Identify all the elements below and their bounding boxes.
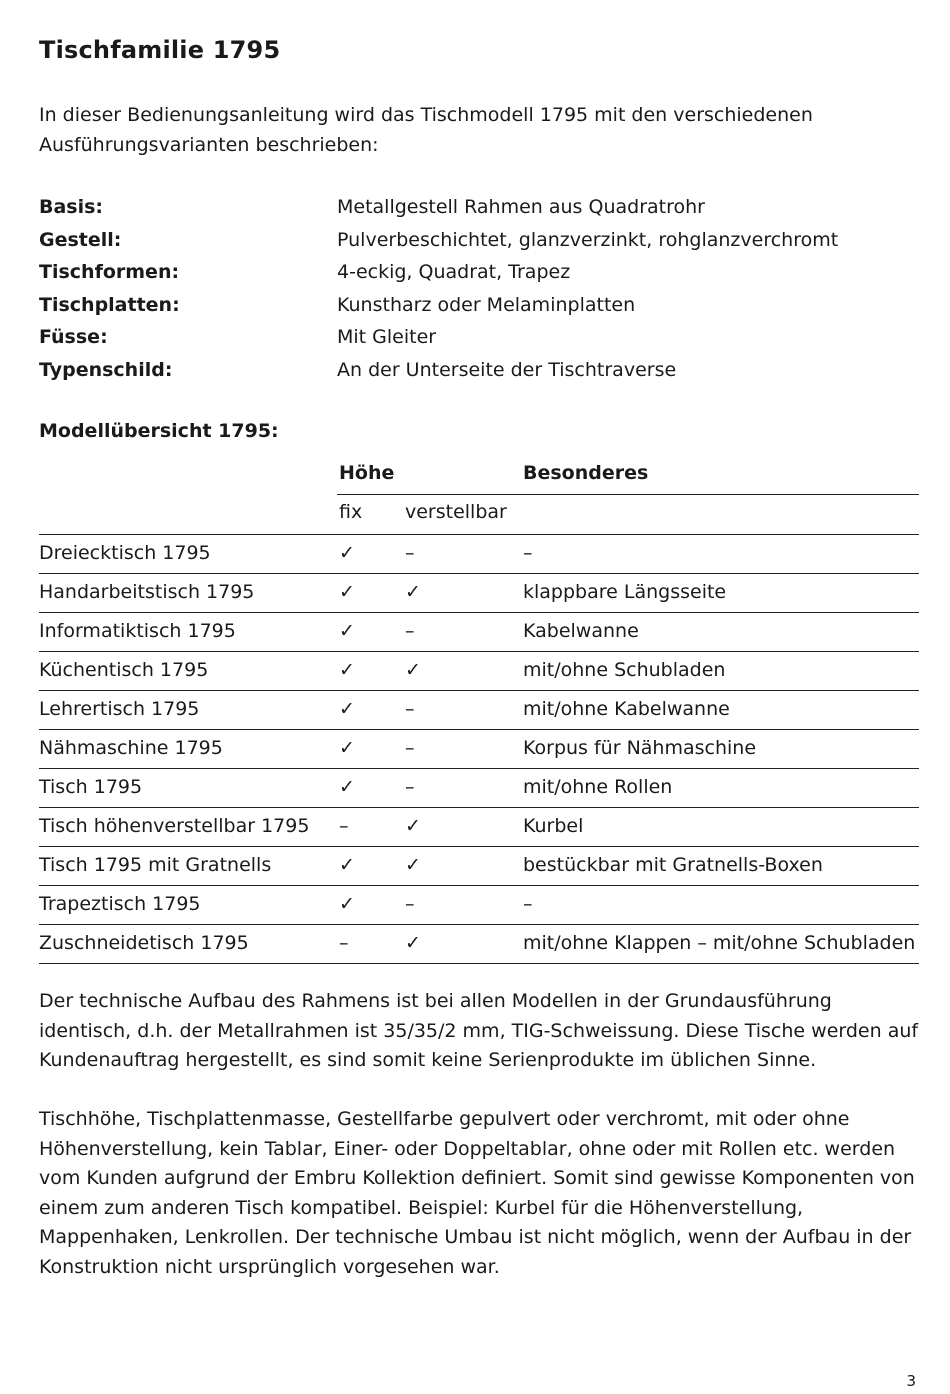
fixed-mark: ✓ [339, 620, 355, 642]
fixed-mark: ✓ [339, 542, 355, 564]
table-row [39, 691, 919, 730]
spec-label: Tischplatten: [39, 293, 180, 316]
table-row [39, 535, 919, 574]
special-feature: Korpus für Nähmaschine [523, 737, 757, 759]
adjustable-mark: – [405, 893, 415, 915]
adjustable-mark: ✓ [405, 932, 421, 954]
page-number: 3 [906, 1372, 916, 1390]
spec-value: An der Unterseite der Tischtraverse [337, 358, 677, 381]
components-paragraph: Tischhöhe, Tischplattenmasse, Gestellfarbe gepulvert oder verchromt, mit oder ohne Höhenverstellung, kein Tablar, Einer- oder Doppeltablar, ohne oder mit Rollen etc. werden vom Kunden aufgrund der Embru Kollektion definiert. Somit sind gewisse Komponenten von einem zum anderen Tisch kompatibel. Beispiel: Kurbel für die Höhenverstellung, Mappenhaken, Lenkrollen. Der technische Umbau ist nicht möglich, wenn der Aufbau in der Konstruktion nicht ursprünglich vorgesehen war. [39, 1108, 915, 1278]
adjustable-mark: – [405, 698, 415, 720]
fixed-mark: ✓ [339, 737, 355, 759]
fixed-mark: ✓ [339, 893, 355, 915]
table-row [39, 730, 919, 769]
spec-value: Pulverbeschichtet, glanzverzinkt, rohglanzverchromt [337, 228, 839, 251]
spec-label: Gestell: [39, 228, 122, 251]
table-row [39, 808, 919, 847]
fixed-mark: ✓ [339, 698, 355, 720]
subheader-adjustable: verstellbar [405, 501, 507, 523]
special-feature: bestückbar mit Gratnells-Boxen [523, 854, 823, 876]
adjustable-mark: ✓ [405, 581, 421, 603]
table-row [39, 925, 919, 964]
table-row [39, 652, 919, 691]
model-name: Dreiecktisch 1795 [39, 542, 211, 564]
table-row [39, 886, 919, 925]
header-special: Besonderes [523, 462, 649, 484]
fixed-mark: ✓ [339, 776, 355, 798]
spec-row [39, 354, 919, 387]
model-table [39, 456, 919, 964]
fixed-mark: – [339, 932, 349, 954]
spec-row [39, 191, 919, 224]
special-feature: mit/ohne Klappen – mit/ohne Schubladen [523, 932, 916, 954]
adjustable-mark: ✓ [405, 815, 421, 837]
special-feature: Kurbel [523, 815, 584, 837]
adjustable-mark: ✓ [405, 854, 421, 876]
model-name: Nähmaschine 1795 [39, 737, 223, 759]
spec-row [39, 289, 919, 322]
model-name: Tisch höhenverstellbar 1795 [39, 815, 310, 837]
technical-paragraph: Der technische Aufbau des Rahmens ist bei allen Modellen in der Grundausführung identisch, d.h. der Metallrahmen ist 35/35/2 mm, TIG-Schweissung. Diese Tische werden auf Kundenauftrag hergestellt, es sind somit keine Serienprodukte im üblichen Sinne. [39, 990, 919, 1071]
model-overview-heading: Modellübersicht 1795: [39, 420, 279, 442]
special-feature: – [523, 893, 533, 915]
spec-value: Kunstharz oder Melaminplatten [337, 293, 636, 316]
table-row [39, 847, 919, 886]
special-feature: – [523, 542, 533, 564]
adjustable-mark: – [405, 776, 415, 798]
page-title: Tischfamilie 1795 [39, 36, 281, 64]
spec-row [39, 224, 919, 257]
spec-label: Tischformen: [39, 261, 180, 284]
spec-value: 4-eckig, Quadrat, Trapez [337, 261, 571, 284]
spec-label: Basis: [39, 196, 104, 218]
intro-paragraph: In dieser Bedienungsanleitung wird das Tischmodell 1795 mit den verschiedenen Ausführungsvarianten beschrieben: [39, 104, 813, 156]
model-name: Informatiktisch 1795 [39, 620, 236, 642]
subheader-fixed: fix [339, 501, 363, 523]
table-row [39, 769, 919, 808]
table-subheader-row [39, 495, 919, 535]
special-feature: mit/ohne Kabelwanne [523, 698, 730, 720]
special-feature: mit/ohne Rollen [523, 776, 673, 798]
adjustable-mark: – [405, 737, 415, 759]
model-name: Lehrertisch 1795 [39, 698, 200, 720]
header-height: Höhe [339, 462, 395, 484]
spec-label: Füsse: [39, 326, 108, 349]
table-row [39, 574, 919, 613]
adjustable-mark: – [405, 620, 415, 642]
spec-value: Metallgestell Rahmen aus Quadratrohr [337, 196, 705, 218]
model-name: Trapeztisch 1795 [39, 893, 201, 915]
model-name: Zuschneidetisch 1795 [39, 932, 249, 954]
model-name: Handarbeitstisch 1795 [39, 581, 255, 603]
table-header-row [39, 456, 919, 495]
special-feature: klappbare Längsseite [523, 581, 727, 603]
adjustable-mark: – [405, 542, 415, 564]
model-name: Tisch 1795 mit Gratnells [39, 854, 272, 876]
spec-row [39, 256, 919, 289]
fixed-mark: – [339, 815, 349, 837]
table-row [39, 613, 919, 652]
model-name: Küchentisch 1795 [39, 659, 209, 681]
special-feature: Kabelwanne [523, 620, 639, 642]
spec-label: Typenschild: [39, 358, 173, 381]
fixed-mark: ✓ [339, 659, 355, 681]
spec-value: Mit Gleiter [337, 326, 437, 349]
special-feature: mit/ohne Schubladen [523, 659, 726, 681]
adjustable-mark: ✓ [405, 659, 421, 681]
spec-row [39, 321, 919, 354]
fixed-mark: ✓ [339, 854, 355, 876]
model-name: Tisch 1795 [39, 776, 143, 798]
fixed-mark: ✓ [339, 581, 355, 603]
spec-list [39, 191, 919, 387]
